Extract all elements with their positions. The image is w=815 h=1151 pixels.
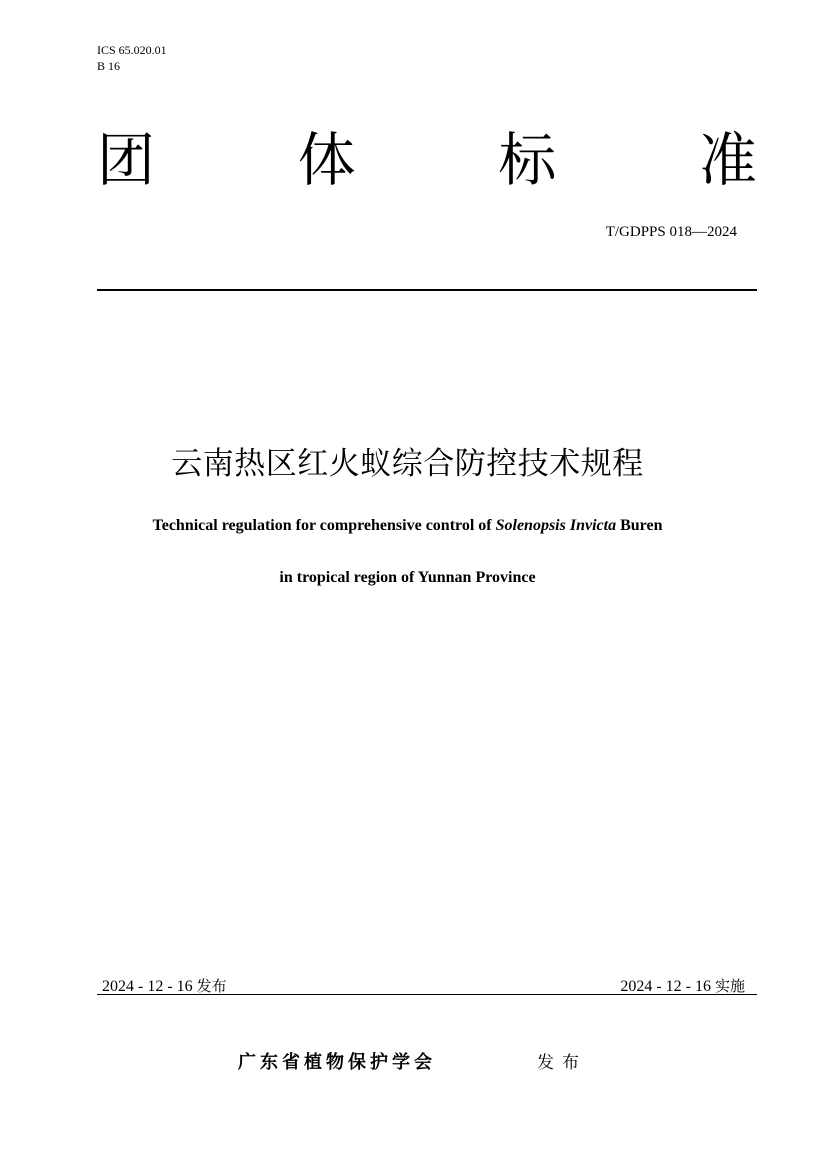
bottom-divider [97, 994, 757, 995]
ics-code: ICS 65.020.01 [97, 43, 167, 57]
standard-type-char-3: 标 [498, 126, 557, 194]
species-name: Solenopsis Invicta [495, 517, 617, 534]
standard-type-char-2: 体 [297, 126, 356, 194]
publisher-name: 广东省植物保护学会 [238, 1052, 436, 1073]
title-english-suffix: Buren [616, 517, 663, 534]
issue-date-value: 2024 - 12 - 16 [102, 978, 197, 995]
publisher-action: 发布 [537, 1053, 587, 1073]
ccs-code: B 16 [97, 59, 121, 73]
ics-classification [97, 42, 167, 74]
title-chinese: 云南热区红火蚁综合防控技术规程 [171, 446, 644, 482]
standard-type-char-4: 准 [698, 126, 757, 194]
issue-label: 发布 [196, 977, 227, 995]
top-divider [97, 289, 757, 291]
implement-label: 实施 [714, 977, 745, 995]
standard-code: T/GDPPS 018—2024 [605, 224, 737, 240]
title-english-line-1 [0, 516, 815, 536]
title-english-line-2: in tropical region of Yunnan Province [279, 569, 536, 586]
implement-date-value: 2024 - 12 - 16 [620, 978, 715, 995]
standard-type-heading [97, 120, 757, 200]
standard-type-char-1: 团 [97, 126, 156, 194]
title-english-prefix: Technical regulation for comprehensive control of [152, 517, 496, 534]
